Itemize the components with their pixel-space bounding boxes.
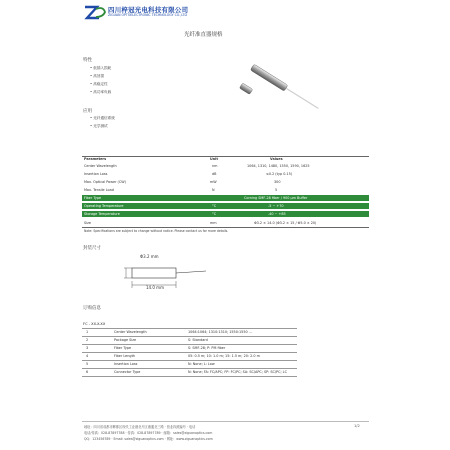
header-values: Values <box>270 157 283 161</box>
order-field: Fiber Length <box>114 354 136 358</box>
row-unit: °C <box>212 212 217 216</box>
features-heading: 特性 <box>83 58 92 63</box>
order-row <box>82 369 297 375</box>
ordering-subheading: FC - XX-X-XX <box>83 322 106 326</box>
product-photo <box>230 55 330 125</box>
table-row <box>82 211 369 217</box>
feature-item: • 高稳定性 <box>90 82 108 86</box>
order-row <box>82 353 297 359</box>
row-param: Insertion Loss <box>84 172 108 176</box>
header-parameters: Parameters <box>84 157 107 161</box>
order-index: 5 <box>86 362 89 366</box>
table-row <box>82 187 369 193</box>
table-row <box>82 179 369 185</box>
table-row <box>82 171 369 177</box>
ordering-heading: 订购信息 <box>83 306 101 311</box>
table-row <box>82 195 369 201</box>
row-param: Operating Temperature <box>84 204 124 208</box>
order-row <box>82 329 297 335</box>
order-field: Center Wavelength <box>114 330 147 334</box>
row-value: Φ3.2 × 14.0 (Φ3.2 × 15 / Φ5.0 × 20) <box>254 221 317 225</box>
order-field: Package Size <box>114 338 137 342</box>
feature-item: • 低插入损耗 <box>90 66 112 70</box>
application-item: • 光学测试 <box>90 124 108 128</box>
row-param: Max. Optical Power (CW) <box>84 180 126 184</box>
order-index: 6 <box>86 370 89 374</box>
ordering-bottom-rule <box>82 376 297 377</box>
order-field: Fiber Type <box>114 346 132 350</box>
order-options: S: Standard <box>188 338 208 342</box>
order-index: 4 <box>86 354 89 358</box>
order-row <box>82 345 297 351</box>
table-row <box>82 203 369 209</box>
diameter-label: Φ3.2 mm <box>140 254 159 259</box>
table-bottom-rule <box>82 227 369 228</box>
order-index: 3 <box>86 346 89 350</box>
order-options: 05: 0.5 m; 10: 1.0 m; 15: 1.5 m; 20: 2.0 m <box>188 354 260 358</box>
row-unit: nm <box>212 164 218 168</box>
order-options: N: None; L: Low <box>188 362 215 366</box>
header-unit: Unit <box>210 157 218 161</box>
row-value: 5 <box>275 188 278 192</box>
order-options: 1064:1064; 1310:1310; 1550:1550 ... <box>188 330 252 334</box>
length-label: 14.0 mm <box>146 285 164 290</box>
company-name-en: ZIGUAN OPTOELECTRONIC TECHNOLOGY CO.,LTD <box>108 13 187 17</box>
footer-line-1: 地址：四川省成都市郫都区现代工业港北片区港通北三路 · 营业执照编号 · 电话 <box>84 425 196 429</box>
row-param: Center Wavelength <box>84 164 117 168</box>
company-name-cn: 四川梓冠光电科技有限公司 <box>108 6 189 14</box>
feature-item: • 高功率负载 <box>90 90 112 94</box>
row-param: Size <box>84 221 91 225</box>
row-unit: °C <box>212 204 217 208</box>
order-row <box>82 361 297 367</box>
footer-line-2: 电话/传真：028-87897788 · 传真：028-87897789 · 邮箱：sales@ziguanoptics.com <box>84 431 213 435</box>
row-unit: mm <box>210 221 217 225</box>
footer-rule <box>82 421 369 422</box>
row-value: -40 ~ +85 <box>268 212 286 216</box>
row-value: ≤0.2 (typ 0.15) <box>266 172 293 176</box>
application-item: • 光纤通信系统 <box>90 116 115 120</box>
row-unit: dB <box>212 172 217 176</box>
dimension-drawing <box>120 252 210 297</box>
spec-table-note: Note: Specifications are subject to change without notice. Please contact us for more details. <box>84 229 229 233</box>
row-unit: mW <box>210 180 217 184</box>
row-value: Corning SMF-28 fiber / 900 μm Buffer <box>244 196 308 200</box>
row-value: -5 ~ +70 <box>268 204 284 208</box>
order-row <box>82 337 297 343</box>
row-param: Max. Tensile Load <box>84 188 114 192</box>
company-logo <box>83 4 107 21</box>
order-options: N: None; FA: FC/APC; FP: FC/PC; SA: SC/APC; SP: SC/PC; LC <box>188 370 287 374</box>
order-index: 1 <box>86 330 89 334</box>
table-row <box>82 220 369 226</box>
order-field: Insertion Loss <box>114 362 138 366</box>
order-field: Connector Type <box>114 370 141 374</box>
row-param: Storage Temperature <box>84 212 120 216</box>
dimensions-heading: 封装尺寸 <box>83 246 101 251</box>
row-value: 300 <box>274 180 281 184</box>
applications-heading: 应用 <box>83 109 92 114</box>
row-param: Fiber Type <box>84 196 102 200</box>
row-unit: N <box>212 188 215 192</box>
spec-table-header <box>82 156 369 162</box>
table-row <box>82 163 369 169</box>
footer-line-3: QQ：123456789 · Email: sales@ziguanoptics.com · 网址：www.ziguanoptics.com <box>84 437 213 441</box>
page-title: 光纤准直器规格 <box>184 32 223 38</box>
page-number: 1/2 <box>354 424 360 428</box>
row-value: 1064, 1310, 1480, 1550, 1590, 1625 <box>247 164 310 168</box>
feature-item: • 高回损 <box>90 74 105 78</box>
order-index: 2 <box>86 338 89 342</box>
order-options: S: SMF-28; P: PM fiber <box>188 346 226 350</box>
